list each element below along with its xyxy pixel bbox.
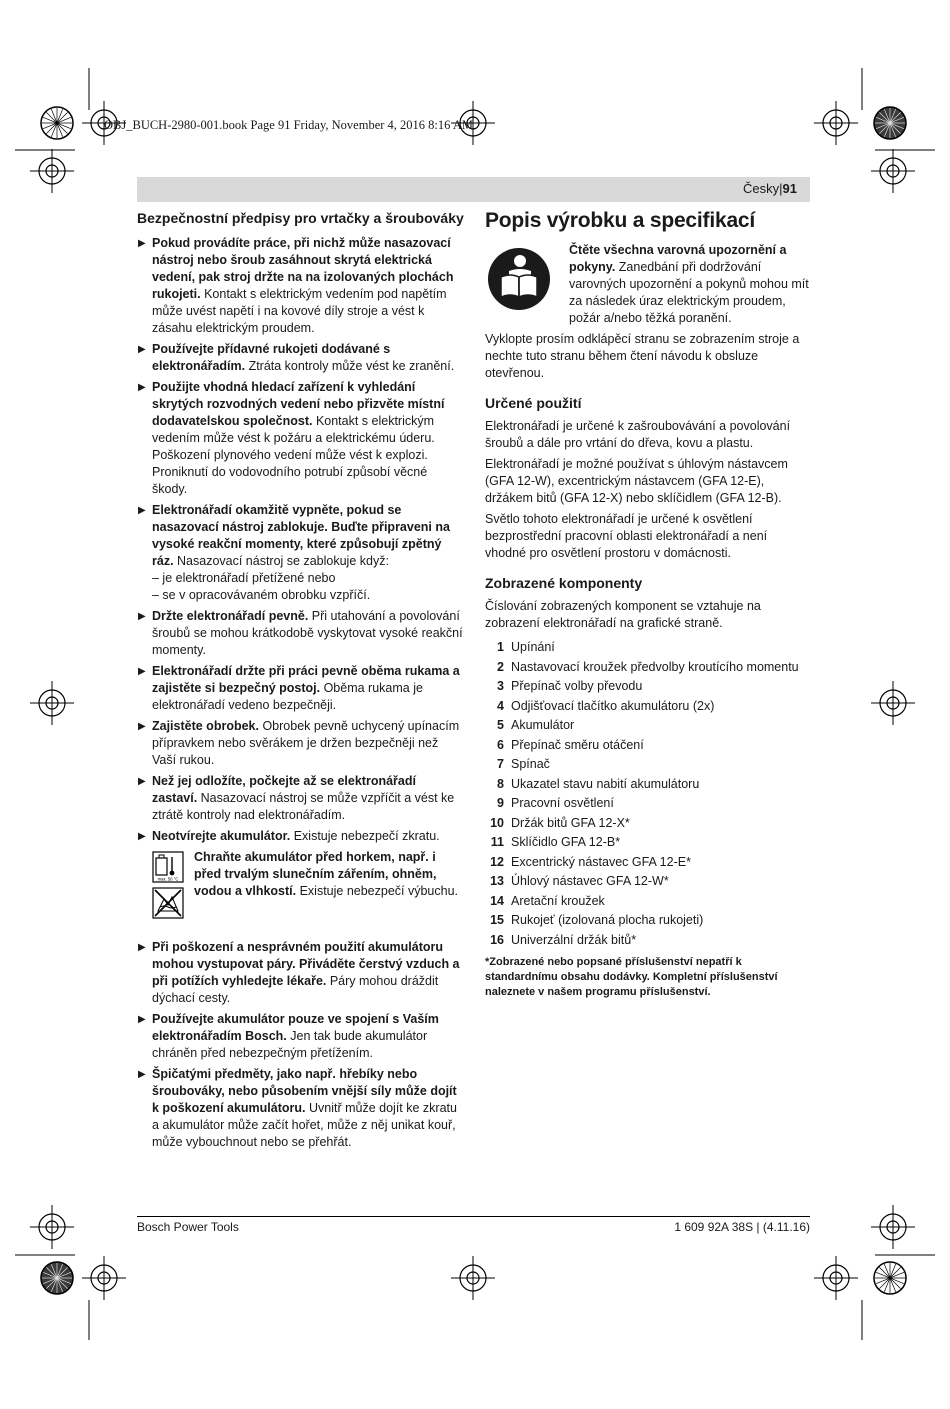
safety-item-bold: Při poškození a nesprávném použití akumulátoru mohou vystupovat páry. Přiváděte čerstvý vzduch a při potížích vyhledejte lékaře. — [152, 940, 460, 988]
safety-list — [137, 235, 464, 845]
safety-item — [137, 773, 464, 824]
safety-item-text: Jen tak bude akumulátor chráněn před nebezpečným přetížením. — [152, 1029, 428, 1060]
safety-item-bold: Používejte přídavné rukojeti dodávané s elektronářadím. — [152, 342, 391, 373]
page-label — [743, 181, 797, 196]
safety-item — [137, 718, 464, 769]
component-number: 1 — [497, 640, 504, 654]
component-item — [485, 892, 810, 912]
safety-heading: Bezpečnostní předpisy pro vrtačky a šroubováky — [137, 210, 464, 226]
read-instructions-warning — [485, 242, 810, 327]
component-item — [485, 638, 810, 658]
battery-warning-bold: Chraňte akumulátor před horkem, např. i před trvalým slunečním zářením, ohněm, vodou a vlhkostí. — [194, 850, 437, 898]
safety-item-text: Obrobek pevně uchycený upínacím přípravkem nebo svěrákem je držen bezpečněji než Vaší rukou. — [152, 719, 460, 767]
component-label: Sklíčidlo GFA 12-B* — [511, 835, 621, 849]
page-label-separator: | — [779, 181, 783, 196]
component-item — [485, 677, 810, 697]
component-label: Přepínač směru otáčení — [511, 737, 644, 752]
safety-item-text: Oběma rukama je elektronářadí vedeno bezpečněji. — [152, 681, 423, 712]
component-label: Akumulátor — [511, 718, 575, 732]
bullet-triangle-icon: ▶ — [138, 238, 146, 249]
book-header: OBJ_BUCH-2980-001.book Page 91 Friday, November 4, 2016 8:16 AM — [104, 118, 473, 132]
component-item — [485, 911, 810, 931]
component-label: Odjišťovací tlačítko akumulátoru (2x) — [511, 698, 715, 713]
bullet-triangle-icon: ▶ — [138, 666, 146, 677]
safety-item — [137, 828, 464, 845]
component-number: 16 — [490, 932, 504, 947]
safety-item-text: Páry mohou dráždit dýchací cesty. — [152, 974, 439, 1005]
component-item — [485, 658, 810, 678]
component-item — [485, 794, 810, 814]
safety-item-subline: – se v opracovávaném obrobku vzpříčí. — [152, 588, 371, 602]
safety-item-bold: Neotvírejte akumulátor. — [152, 829, 291, 843]
footer-brand: Bosch Power Tools — [137, 1220, 239, 1234]
foldout-note: Vyklopte prosím odklápěcí stranu se zobrazením stroje a nechte tuto stranu během čtení návodu k obsluze otevřenou. — [485, 332, 800, 380]
no-water-icon — [152, 887, 184, 919]
component-number: 3 — [497, 679, 504, 693]
safety-item — [137, 939, 464, 1007]
component-item — [485, 814, 810, 834]
intended-use-p3: Světlo tohoto elektronářadí je určené k osvětlení bezprostřední pracovní oblasti elektronářadí a není vhodné pro osvětlení prostoru v domácnosti. — [485, 512, 768, 560]
safety-item-subline: – je elektronářadí přetížené nebo — [152, 571, 336, 585]
page-number: 91 — [782, 181, 797, 196]
safety-item-bold: Špičatými předměty, jako např. hřebíky nebo šroubováky, nebo působením vnější síly může dojít k poškození akumulátoru. — [152, 1067, 457, 1115]
components-list — [485, 638, 810, 950]
bullet-triangle-icon: ▶ — [138, 505, 146, 516]
safety-item — [137, 663, 464, 714]
safety-item-bold: Pokud provádíte práce, při nichž může nasazovací nástroj nebo šroub zasáhnout skrytá elektrická vedení, pak stroj držte na na izolovaných plochách rukojeti. — [152, 236, 454, 301]
component-item — [485, 833, 810, 853]
bullet-triangle-icon: ▶ — [138, 776, 146, 787]
component-item — [485, 697, 810, 717]
left-column — [137, 209, 464, 1155]
component-label: Spínač — [511, 757, 550, 771]
safety-item — [137, 379, 464, 498]
intended-use-p1: Elektronářadí je určené k zašroubovávání a povolování šroubů a dále pro vrtání do dřeva, kovu a plastu. — [485, 419, 791, 450]
component-label: Přepínač volby převodu — [511, 679, 643, 693]
safety-item-bold: Než jej odložíte, počkejte až se elektronářadí zastaví. — [152, 774, 416, 805]
section-title: Popis výrobku a specifikací — [485, 209, 756, 232]
components-heading: Zobrazené komponenty — [485, 575, 643, 591]
component-item — [485, 736, 810, 756]
safety-item — [137, 1066, 464, 1151]
bullet-triangle-icon: ▶ — [138, 611, 146, 622]
component-label: Excentrický nástavec GFA 12-E* — [511, 854, 691, 869]
component-number: 11 — [490, 835, 504, 849]
component-number: 13 — [490, 874, 504, 888]
component-number: 15 — [490, 913, 504, 927]
read-manual-icon — [487, 247, 551, 311]
safety-item — [137, 235, 464, 337]
battery-warning — [137, 849, 464, 935]
safety-item-bold: Elektronářadí držte při práci pevně oběma rukama a zajistěte si bezpečný postoj. — [152, 664, 460, 695]
bullet-triangle-icon: ▶ — [138, 831, 146, 842]
safety-item-bold: Elektronářadí okamžitě vypněte, pokud se nasazovací nástroj zablokuje. Buďte připraveni na vysoké reakční momenty, které způsobují zpětný ráz. — [152, 503, 450, 568]
component-number: 12 — [490, 854, 504, 869]
accessories-footnote: *Zobrazené nebo popsané příslušenství nepatří k standardnímu obsahu dodávky. Kompletní příslušenství naleznete v našem programu příslušenství. — [485, 956, 778, 998]
safety-item-text: Kontakt s elektrickým vedením pod napětím může uvést napětí i na kovové díly stroje a vést k zásahu elektrickým proudem. — [152, 287, 447, 335]
battery-safety-list — [137, 939, 464, 1151]
bullet-triangle-icon: ▶ — [138, 942, 146, 953]
safety-item-bold: Používejte akumulátor pouze ve spojení s Vaším elektronářadím Bosch. — [152, 1012, 439, 1043]
heat-warning-icon — [152, 851, 184, 883]
footer-doc-number: 1 609 92A 38S | (4.11.16) — [674, 1220, 810, 1234]
component-item — [485, 755, 810, 775]
safety-item-text: Nasazovací nástroj se zablokuje když: — [173, 554, 389, 568]
page-header-band — [137, 177, 810, 202]
component-number: 14 — [490, 893, 504, 908]
safety-item-text: Nasazovací nástroj se může vzpříčit a vést ke ztrátě kontroly nad elektronářadím. — [152, 791, 455, 822]
component-number: 9 — [497, 796, 504, 810]
component-item — [485, 872, 810, 892]
safety-item-text: Ztráta kontroly může vést ke zranění. — [245, 359, 455, 373]
component-label: Držák bitů GFA 12-X* — [511, 815, 630, 830]
safety-item-text: Při utahování a povolování šroubů se mohou krátkodobě vyskytovat vysoké reakční momenty. — [152, 609, 463, 657]
bullet-triangle-icon: ▶ — [138, 1014, 146, 1025]
safety-item — [137, 608, 464, 659]
footer-rule — [137, 1216, 810, 1217]
bullet-triangle-icon: ▶ — [138, 344, 146, 355]
component-label: Upínání — [511, 640, 555, 654]
safety-item — [137, 1011, 464, 1062]
component-label: Ukazatel stavu nabití akumulátoru — [511, 776, 700, 791]
battery-warning-text: Existuje nebezpečí výbuchu. — [296, 884, 459, 898]
safety-item-text: Kontakt s elektrickým vedením může vést k požáru a elektrickému úderu. Poškození plynového vedení může vést k explozi. Proniknutí do vodovodního potrubí způsobí věcné škody. — [152, 414, 435, 496]
bullet-triangle-icon: ▶ — [138, 1069, 146, 1080]
heat-warning-icon-temp: max. 50 °C — [157, 876, 179, 882]
safety-item-bold: Zajistěte obrobek. — [152, 719, 259, 733]
warning-bold: Čtěte všechna varovná upozornění a pokyny. — [569, 243, 787, 274]
component-item — [485, 716, 810, 736]
component-label: Nastavovací kroužek předvolby kroutícího momentu — [511, 659, 799, 674]
component-number: 5 — [497, 718, 504, 732]
safety-item-bold: Držte elektronářadí pevně. — [152, 609, 309, 623]
components-intro: Číslování zobrazených komponent se vztahuje na zobrazení elektronářadí na grafické straně. — [485, 599, 761, 630]
safety-item-bold: Použijte vhodná hledací zařízení k vyhledání skrytých rozvodných vedení nebo přizvěte místní dodavatelskou společnost. — [152, 380, 445, 428]
bullet-triangle-icon: ▶ — [138, 382, 146, 393]
component-label: Úhlový nástavec GFA 12-W* — [511, 874, 669, 888]
warning-text: Zanedbání při dodržování varovných upozornění a pokynů mohou mít za následek úraz elektrickým proudem, požár a/nebo těžká poranění. — [569, 260, 809, 325]
bullet-triangle-icon: ▶ — [138, 721, 146, 732]
safety-item-text: Existuje nebezpečí zkratu. — [290, 829, 440, 843]
safety-item-text: Uvnitř může dojít ke zkratu a akumulátor může začít hořet, může z něj unikat kouř, může vybouchnout nebo se přehřát. — [152, 1101, 457, 1149]
component-label: Aretační kroužek — [511, 893, 605, 908]
intended-use-p2: Elektronářadí je možné používat s úhlovým nástavcem (GFA 12-W), excentrickým nástavcem (GFA 12-E), držákem bitů (GFA 12-X) nebo sklíčidlem (GFA 12-B). — [485, 457, 788, 505]
component-number: 2 — [497, 659, 504, 674]
component-number: 4 — [497, 698, 504, 713]
component-item — [485, 931, 810, 951]
component-number: 10 — [490, 815, 504, 830]
right-column — [485, 208, 810, 1000]
component-label: Pracovní osvětlení — [511, 796, 614, 810]
component-item — [485, 853, 810, 873]
component-label: Rukojeť (izolovaná plocha rukojeti) — [511, 913, 704, 927]
safety-item — [137, 502, 464, 604]
component-label: Univerzální držák bitů* — [511, 932, 637, 947]
component-number: 7 — [497, 757, 504, 771]
component-item — [485, 775, 810, 795]
page-language: Česky — [743, 181, 780, 196]
intended-use-heading: Určené použití — [485, 395, 582, 411]
component-number: 6 — [497, 737, 504, 752]
safety-item — [137, 341, 464, 375]
component-number: 8 — [497, 776, 504, 791]
